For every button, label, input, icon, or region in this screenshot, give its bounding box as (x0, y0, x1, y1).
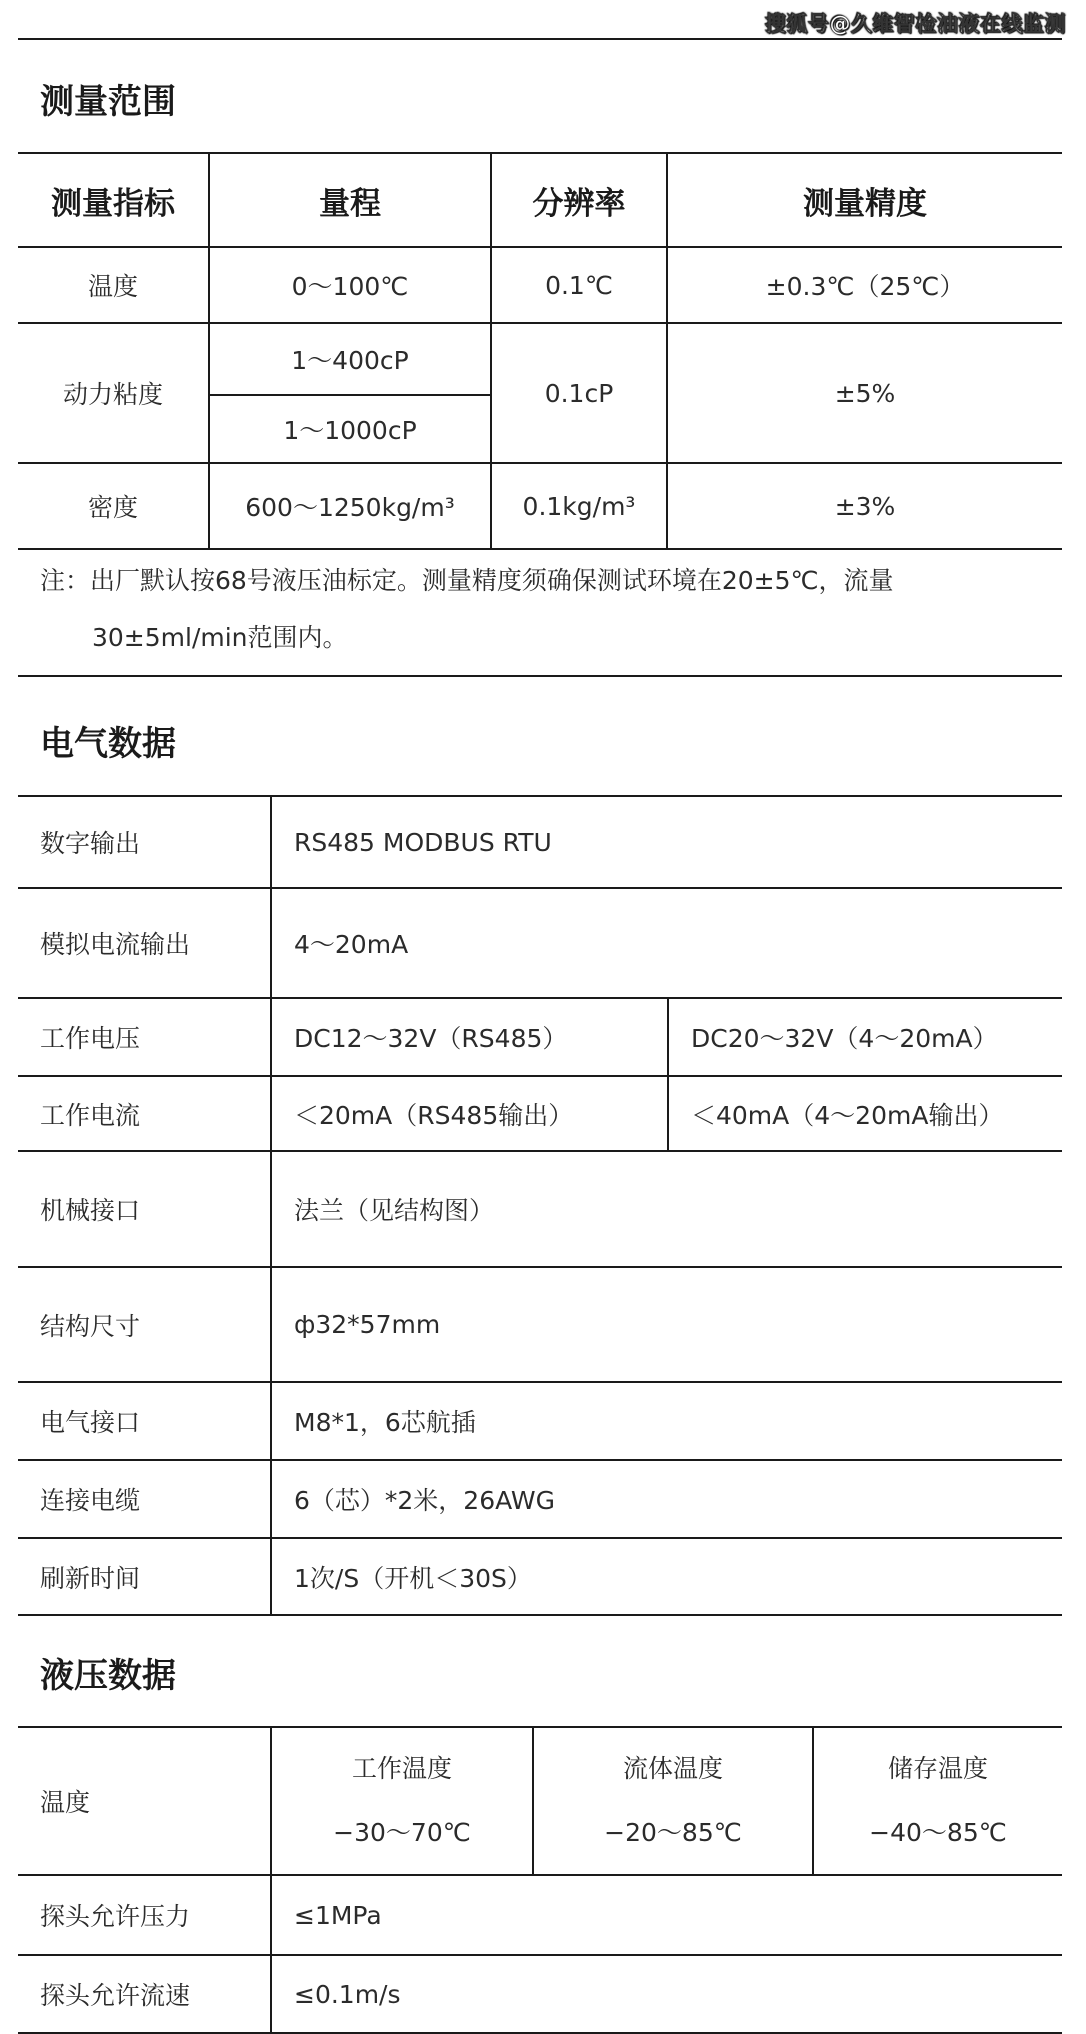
electrical-label: 电气接口 (18, 1382, 271, 1460)
fluid-temp-cell (533, 1727, 813, 1875)
work-temp-name: 工作温度 (351, 1754, 452, 1783)
electrical-label: 工作电压 (18, 998, 271, 1076)
work-temp-cell (271, 1727, 533, 1875)
electrical-value: M8*1，6芯航插 (271, 1382, 1062, 1460)
electrical-value: RS485 MODBUS RTU (271, 796, 1062, 888)
section-title-electrical: 电气数据 (40, 724, 176, 764)
storage-temp-value: −40～85℃ (869, 1818, 1007, 1847)
flow-value: ≤0.1m/s (271, 1955, 1062, 2033)
header-accuracy: 测量精度 (667, 153, 1062, 247)
flow-label: 探头允许流速 (18, 1955, 271, 2033)
pressure-value: ≤1MPa (271, 1875, 1062, 1955)
top-divider (18, 38, 1062, 40)
table-row (18, 1382, 1062, 1460)
hydraulic-table (18, 1726, 1062, 2034)
viscosity-name: 动力粘度 (18, 323, 209, 463)
density-accuracy: ±3% (667, 463, 1062, 549)
section-divider-1 (18, 675, 1062, 677)
fluid-temp-name: 流体温度 (622, 1754, 723, 1783)
hydraulic-temp-label: 温度 (18, 1727, 271, 1875)
viscosity-range-2: 1～1000cP (209, 395, 491, 463)
temp-name: 温度 (18, 247, 209, 323)
electrical-table (18, 795, 1062, 1616)
temp-accuracy: ±0.3℃（25℃） (667, 247, 1062, 323)
measure-table (18, 152, 1062, 550)
note-line-2: 30±5ml/min范围内。 (92, 623, 348, 652)
storage-temp-name: 储存温度 (887, 1754, 988, 1783)
electrical-value: ＜20mA（RS485输出） (271, 1076, 668, 1151)
measure-row-temp (18, 247, 1062, 323)
table-row (18, 1076, 1062, 1151)
table-row (18, 796, 1062, 888)
measure-row-viscosity (18, 323, 1062, 395)
work-temp-value: −30～70℃ (333, 1818, 471, 1847)
electrical-label: 数字输出 (18, 796, 271, 888)
electrical-label: 模拟电流输出 (18, 888, 271, 998)
section-title-measure: 测量范围 (40, 82, 176, 122)
table-row (18, 1460, 1062, 1538)
electrical-value: 6（芯）*2米，26AWG (271, 1460, 1062, 1538)
electrical-value: 法兰（见结构图） (271, 1151, 1062, 1267)
viscosity-range-1: 1～400cP (209, 323, 491, 395)
electrical-value: 4～20mA (271, 888, 1062, 998)
measure-note (40, 552, 1040, 666)
electrical-value-2: DC20～32V（4～20mA） (668, 998, 1062, 1076)
hydraulic-row-flow (18, 1955, 1062, 2033)
table-row (18, 1267, 1062, 1382)
table-row (18, 998, 1062, 1076)
hydraulic-row-pressure (18, 1875, 1062, 1955)
electrical-value: ф32*57mm (271, 1267, 1062, 1382)
electrical-value-2: ＜40mA（4～20mA输出） (668, 1076, 1062, 1151)
electrical-label: 连接电缆 (18, 1460, 271, 1538)
table-row (18, 1538, 1062, 1615)
electrical-label: 结构尺寸 (18, 1267, 271, 1382)
electrical-label: 刷新时间 (18, 1538, 271, 1615)
density-range: 600～1250kg/m³ (209, 463, 491, 549)
viscosity-resolution: 0.1cP (491, 323, 667, 463)
table-row (18, 888, 1062, 998)
note-line-1: 注：出厂默认按68号液压油标定。测量精度须确保测试环境在20±5℃，流量 (40, 566, 894, 595)
header-resolution: 分辨率 (491, 153, 667, 247)
header-indicator: 测量指标 (18, 153, 209, 247)
electrical-value: DC12～32V（RS485） (271, 998, 668, 1076)
electrical-value: 1次/S（开机＜30S） (271, 1538, 1062, 1615)
table-row (18, 1151, 1062, 1267)
measure-header-row (18, 153, 1062, 247)
fluid-temp-value: −20～85℃ (604, 1818, 742, 1847)
storage-temp-cell (813, 1727, 1062, 1875)
viscosity-accuracy: ±5% (667, 323, 1062, 463)
header-range: 量程 (209, 153, 491, 247)
electrical-label: 工作电流 (18, 1076, 271, 1151)
temp-resolution: 0.1℃ (491, 247, 667, 323)
temp-range: 0～100℃ (209, 247, 491, 323)
pressure-label: 探头允许压力 (18, 1875, 271, 1955)
watermark: 搜狐号@久维智检油液在线监测 (765, 12, 1066, 36)
measure-row-density (18, 463, 1062, 549)
density-name: 密度 (18, 463, 209, 549)
hydraulic-row-temp (18, 1727, 1062, 1875)
electrical-label: 机械接口 (18, 1151, 271, 1267)
density-resolution: 0.1kg/m³ (491, 463, 667, 549)
section-title-hydraulic: 液压数据 (40, 1656, 176, 1696)
